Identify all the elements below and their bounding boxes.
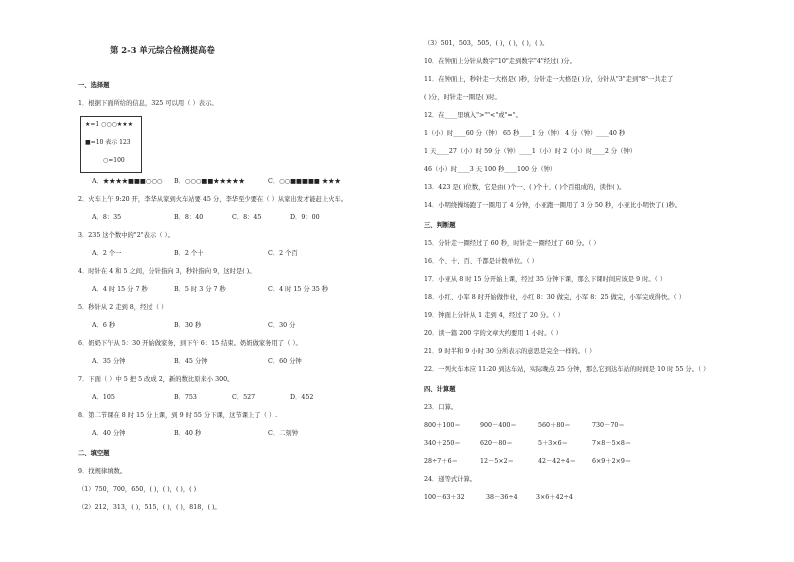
question-14: 14．小明绕操场跑了一圈用了 4 分钟，小亚跑一圈用了 3 分 50 秒，小亚比小明快了( )秒。 bbox=[424, 202, 682, 209]
question-19: 19．钟面上分针从 1 走到 4，经过了 20 分。（ ） bbox=[424, 312, 564, 319]
q2-option-d: D．9：00 bbox=[290, 214, 320, 221]
symbol-key-box bbox=[80, 116, 142, 173]
q8-option-c: C．二刻钟 bbox=[268, 430, 299, 437]
q6-option-c: C．60 分钟 bbox=[268, 358, 302, 365]
question-16: 16．个、十、百、千都是计数单位。（ ） bbox=[424, 258, 538, 265]
symbol-key-line-3: ○=100 bbox=[103, 157, 125, 164]
q7-option-a: A．105 bbox=[92, 394, 115, 401]
q1-option-c: C．○○■■■■■ ★★★ bbox=[268, 178, 341, 185]
question-7: 7．下面（ ）中 5 把 5 改成 2，新的数比原来小 300。 bbox=[78, 376, 234, 383]
question-17: 17．小亚从 8 时 15 分开始上课，经过 35 分钟下课，那么下课时间应该是 9 时。（ ） bbox=[424, 276, 667, 283]
q7-option-c: C．527 bbox=[232, 394, 256, 401]
question-12-row-2: 1 天____27（小）时 59 分（钟）____1（小）时 2（小）时____2 分（钟） bbox=[424, 148, 637, 155]
question-2: 2．火车上午 9:20 开，李华从家到火车站要 45 分，李华至少要在（ ）从家出发才能赶上火车。 bbox=[78, 196, 348, 203]
q4-option-a: A．4 时 15 分 7 秒 bbox=[92, 286, 148, 293]
page-title: 第 2-3 单元综合检测提高卷 bbox=[110, 45, 215, 55]
question-12-row-3: 46（小）时____3 天 100 秒____100 分（钟） bbox=[424, 166, 557, 173]
calc-item: 7×8－5×8＝ bbox=[592, 440, 632, 447]
calc-item: 28÷7＋6＝ bbox=[424, 458, 458, 465]
q3-option-c: C．2 个百 bbox=[268, 250, 298, 257]
q6-option-b: B．45 分钟 bbox=[174, 358, 208, 365]
q7-option-b: B．753 bbox=[174, 394, 197, 401]
calc-item: 560＋80＝ bbox=[538, 422, 571, 429]
section-fill-heading: 二、填空题 bbox=[78, 450, 110, 457]
question-15: 15．分针走一圈经过了 60 秒，时针走一圈经过了 60 分。（ ） bbox=[424, 240, 600, 247]
question-20: 20．读一篇 200 字的文章大约要用 1 小时。（ ） bbox=[424, 330, 562, 337]
calc-item: 800＋100＝ bbox=[424, 422, 461, 429]
q1-option-b: B．○○○■■★★★★★ bbox=[174, 178, 245, 185]
q3-option-b: B．2 个十 bbox=[174, 250, 204, 257]
calc-item: 12－5×2＝ bbox=[480, 458, 514, 465]
q5-option-c: C．30 分 bbox=[268, 322, 296, 329]
calc-item: 6×9＋2×9＝ bbox=[592, 458, 632, 465]
q6-option-a: A．35 分钟 bbox=[92, 358, 126, 365]
question-5: 5．秒针从 2 走到 8，经过（ ） bbox=[78, 304, 168, 311]
symbol-key-line-1: ★=1 ○○○★★★ bbox=[85, 121, 133, 128]
question-3: 3．235 这个数中的"2"表示（ ）。 bbox=[78, 232, 174, 239]
step-calc-item: 3×6＋42÷4 bbox=[536, 494, 573, 501]
q1-option-a: A．★★★★■■■○○○ bbox=[92, 178, 163, 185]
section-judge-heading: 三、判断题 bbox=[424, 222, 456, 229]
question-10: 10．在钟面上分针从数字"10"走到数字"4"经过( )分。 bbox=[424, 58, 576, 65]
question-6: 6．奶奶下午从 5：30 开始做家务，到下午 6：15 结束。奶奶做家务用了（ ）。 bbox=[78, 340, 302, 347]
symbol-key-line-2: ■=10 表示 123 bbox=[85, 139, 131, 146]
question-21: 21．9 时半和 9 小时 30 分所表示的意思是完全一样的。（ ） bbox=[424, 348, 596, 355]
q4-option-b: B．5 时 3 分 7 秒 bbox=[174, 286, 226, 293]
question-9-part-1: （1）750，700，650，( )，( )，( )，( ) bbox=[78, 486, 197, 493]
calc-item: 620－80＝ bbox=[480, 440, 513, 447]
q2-option-b: B．8：40 bbox=[174, 214, 204, 221]
q4-option-c: C．4 时 15 分 35 秒 bbox=[268, 286, 329, 293]
question-11-line-1: 11．在钟面上，秒针走一大格是( )秒，分针走一大格是( )分，分针从"3"走到"8"一共走了 bbox=[424, 76, 674, 83]
q2-option-a: A．8：35 bbox=[92, 214, 122, 221]
question-24: 24．递等式计算。 bbox=[424, 476, 477, 483]
question-9: 9．找规律填数。 bbox=[78, 468, 127, 475]
question-11-line-2: ( )分，时针走一圈是( )时。 bbox=[424, 94, 501, 101]
question-18: 18．小红、小军 8 时开始做作业，小红 8：30 做完，小军 8：25 做完，小军完成得快。（ ） bbox=[424, 294, 686, 301]
q5-option-a: A．6 秒 bbox=[92, 322, 116, 329]
question-8: 8．第二节课在 8 时 15 分上课，到 9 时 55 分下课，这节课上了（ ）. bbox=[78, 412, 278, 419]
question-12: 12．在____里填入">""<"或"="。 bbox=[424, 112, 522, 119]
q3-option-a: A．2 个一 bbox=[92, 250, 122, 257]
question-13: 13．423 是( )位数，它是由( )个一、( )个十、( )个百组成的，读作( )。 bbox=[424, 184, 626, 191]
question-1: 1．根据下面所给的信息，325 可以用（ ）表示。 bbox=[78, 100, 218, 107]
question-9-part-3: （3）501，503，505，( )，( )，( )，( )。 bbox=[424, 40, 549, 47]
q7-option-d: D．452 bbox=[290, 394, 314, 401]
calc-item: 900－400＝ bbox=[480, 422, 517, 429]
calc-item: 42－42÷4＝ bbox=[538, 458, 576, 465]
question-12-row-1: 1（小）时____60 分（钟） 65 秒____1 分（钟） 4 分（钟）____40 秒 bbox=[424, 130, 626, 137]
question-9-part-2: （2）212，313，( )，515，( )，( )，818，( )。 bbox=[78, 504, 221, 511]
step-calc-item: 100－63＋32 bbox=[424, 494, 465, 501]
step-calc-item: 38－36÷4 bbox=[486, 494, 518, 501]
q2-option-c: C．8：45 bbox=[232, 214, 262, 221]
section-choice-heading: 一、选择题 bbox=[78, 82, 110, 89]
question-23: 23．口算。 bbox=[424, 404, 458, 411]
calc-item: 5＋3×6＝ bbox=[538, 440, 568, 447]
question-4: 4．时针在 4 和 5 之间，分针指向 3，秒针指向 9，这时是( )。 bbox=[78, 268, 256, 275]
q8-option-a: A．40 分钟 bbox=[92, 430, 126, 437]
q8-option-b: B．40 秒 bbox=[174, 430, 202, 437]
question-22: 22．一列火车本应 11:20 到达车站，实际晚点 25 分钟，那么它到达车站的时间是 10 时 55 分。（ ） bbox=[424, 366, 710, 373]
calc-item: 730－70＝ bbox=[592, 422, 625, 429]
q5-option-b: B．30 秒 bbox=[174, 322, 202, 329]
calc-item: 340＋250＝ bbox=[424, 440, 461, 447]
section-calc-heading: 四、计算题 bbox=[424, 386, 456, 393]
